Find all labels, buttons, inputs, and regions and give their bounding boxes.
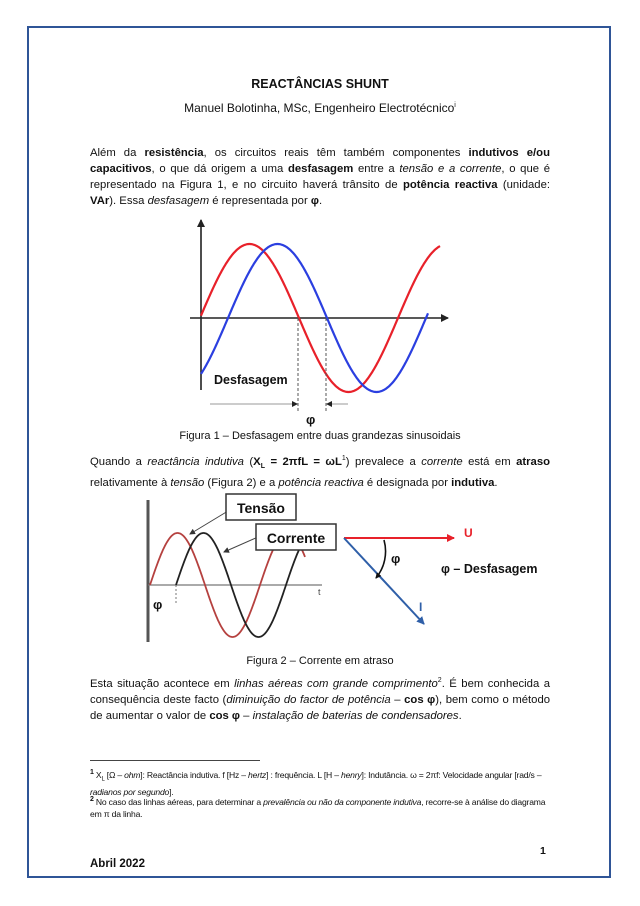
page-number: 1 <box>540 845 546 857</box>
fig2-legend-text: φ – Desfasagem <box>441 562 538 576</box>
fig2-i-vector <box>344 538 424 624</box>
author-line <box>0 101 640 115</box>
fig1-phi-label: φ <box>306 412 316 427</box>
fig2-tensao-pointer <box>190 511 228 534</box>
author-endnote-mark: i <box>454 102 456 109</box>
figure-1-caption: Figura 1 – Desfasagem entre duas grandezas sinusoidais <box>179 430 461 442</box>
fig2-phi-label-left: φ <box>153 597 163 612</box>
author-name: Manuel Bolotinha, MSc, Engenheiro Electrotécnico <box>184 101 455 115</box>
figure-2-caption: Figura 2 – Corrente em atraso <box>246 655 394 667</box>
figure-1-sine-waves <box>170 212 460 430</box>
footnote-2: $^2$ No caso das linhas aéreas, para determinar a prevalência ou não da componente indutiva, recorre-se à análise do diagrama em π da linha. <box>90 796 546 819</box>
footnote-1: $^1$ $X_L$ [Ω – ohm]: Reactância indutiva. f [Hz – hertz] : frequência. L [H – henry]: Indutância. ω = 2πf: Velocidade angular [rad/s – radianos por segundo]. <box>90 769 542 797</box>
fig2-tensao-label: Tensão <box>237 500 285 516</box>
fig2-phase-arc <box>376 540 386 578</box>
fig2-t-axis-label: t <box>318 587 321 597</box>
footer-date: Abril 2022 <box>90 858 145 870</box>
figure-2-lagging-current <box>140 492 560 652</box>
paragraph-overhead-lines: Esta situação acontece em linhas aéreas com grande comprimento$^2$. É bem conhecida a consequência deste facto (diminuição do factor de potência – cos φ), bem como o método de aumentar o valor de cos φ – instalação de baterias de condensadores. <box>90 677 551 722</box>
fig2-i-label: I <box>419 600 423 614</box>
paragraph-inductive: Quando a reactância indutiva $(X_L = 2\pi fL = \omega L^1)$ prevalece a corrente está em atraso relativamente à tensão (Figura 2) e a potência reactiva é designada por indutiva. <box>90 455 551 490</box>
fig1-desfasagem-label: Desfasagem <box>214 373 288 387</box>
fig2-corrente-label: Corrente <box>266 530 326 546</box>
fig2-phi-label-right: φ <box>391 551 401 566</box>
fig2-corrente-pointer <box>224 537 258 552</box>
footnote-separator <box>90 760 260 761</box>
fig2-u-label: U <box>464 526 473 540</box>
paragraph-intro: Além da resistência, os circuitos reais têm também componentes indutivos e/ou capacitivos, o que dá origem a uma desfasagem entre a tensão e a corrente, o que é representado na Figura 1, e no circuito haverá trânsito de potência reactiva (unidade: VAr). Essa desfasagem é representada por φ. <box>90 147 551 207</box>
page-title: REACTÂNCIAS SHUNT <box>251 77 389 91</box>
